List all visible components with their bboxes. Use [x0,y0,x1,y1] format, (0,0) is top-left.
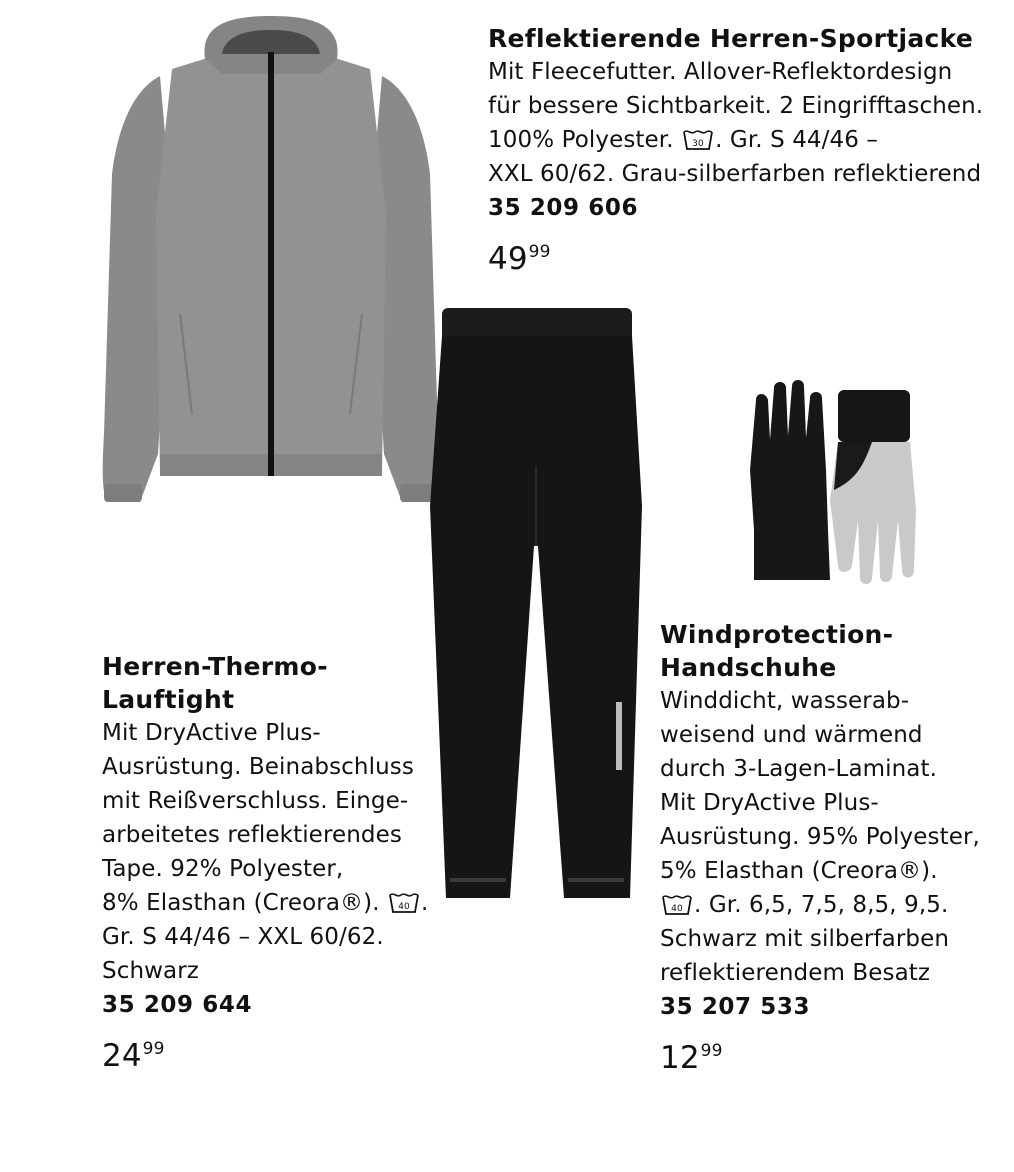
tight-title-line: Lauftight [102,685,235,714]
tight-desc-line: Ausrüstung. Beinabschluss [102,754,414,780]
tight-desc-line: Mit DryActive Plus- [102,720,321,746]
jacket-image [100,14,442,506]
tight-desc-line: Gr. S 44/46 – XXL 60/62. [102,924,384,950]
gloves-title-line: Windprotection- [660,620,894,649]
gloves-desc-line: Schwarz mit silberfarben [660,926,950,952]
wash-40-icon [662,894,692,916]
gloves-desc-line: Mit DryActive Plus- [660,790,879,816]
tight-elasthan: 8% Elasthan (Creora®). [102,890,380,916]
jacket-desc-line: Mit Fleecefutter. Allover-Reflektordesign [488,59,953,85]
tight-article-number: 35 209 644 [102,992,253,1018]
price-cents: 99 [700,1041,723,1061]
tight-title-line: Herren-Thermo- [102,652,328,681]
price-main: 12 [660,1040,700,1076]
tight-wash-end: . [421,890,429,916]
gloves-desc-line: Winddicht, wasserab- [660,688,910,714]
gloves-info [660,618,1000,1077]
gloves-desc-line: Ausrüstung. 95% Polyester, [660,824,980,850]
jacket-desc-line: für bessere Sichtbarkeit. 2 Eingrifftaschen. [488,93,984,119]
tight-desc-line: mit Reißverschluss. Einge- [102,788,409,814]
gloves-desc-line: reflektierendem Besatz [660,960,931,986]
gloves-desc-line: weisend und wärmend [660,722,923,748]
gloves-desc-line: 5% Elasthan (Creora®). [660,858,938,884]
jacket-title: Reflektierende Herren-Sportjacke [488,24,974,53]
gloves-title-line: Handschuhe [660,653,837,682]
gloves-desc-line: durch 3-Lagen-Laminat. [660,756,938,782]
jacket-size-start: . Gr. S 44/46 – [715,127,878,153]
tight-desc-line: Tape. 92% Polyester, [102,856,344,882]
jacket-info [488,22,988,278]
svg-text:40: 40 [398,902,410,912]
gloves-price [660,1032,1000,1077]
tight-price [102,1030,432,1075]
tight-image [428,306,646,900]
svg-text:40: 40 [671,904,683,914]
gloves-image [746,380,922,586]
price-main: 49 [488,241,528,277]
jacket-price [488,233,988,278]
wash-40-icon [389,892,419,914]
jacket-desc-line [488,123,988,157]
jacket-desc-line: XXL 60/62. Grau-silberfarben reflektierend [488,161,982,187]
tight-info [102,650,432,1075]
gloves-desc-line [660,888,1000,922]
tight-desc-line [102,886,432,920]
price-main: 24 [102,1038,142,1074]
price-cents: 99 [142,1039,165,1059]
gloves-sizes: . Gr. 6,5, 7,5, 8,5, 9,5. [694,892,949,918]
gloves-article-number: 35 207 533 [660,994,811,1020]
jacket-article-number: 35 209 606 [488,195,639,221]
svg-text:30: 30 [692,139,704,149]
wash-30-icon [683,129,713,151]
tight-desc-line: Schwarz [102,958,199,984]
tight-desc-line: arbeitetes reflektierendes [102,822,402,848]
price-cents: 99 [528,242,551,262]
jacket-material: 100% Polyester. [488,127,674,153]
